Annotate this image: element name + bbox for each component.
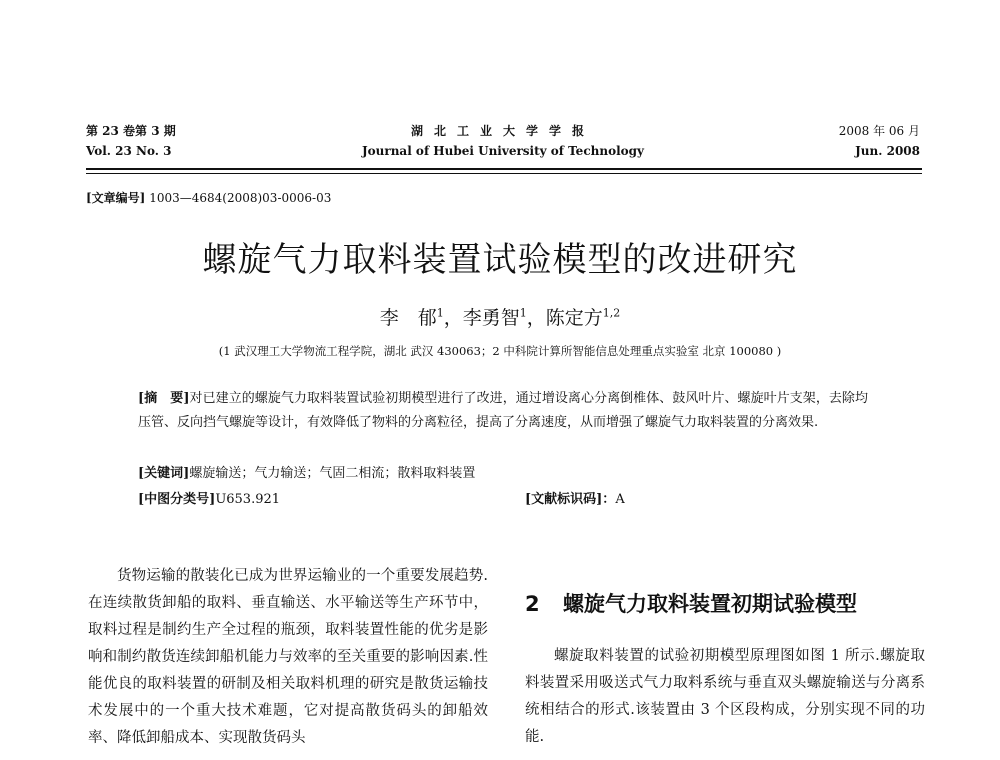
keywords-text: 螺旋输送；气力输送；气固二相流；散料取料装置 [189,466,476,481]
classification [138,488,868,507]
keywords [138,462,868,481]
classification-label: [中图分类号] [138,492,216,507]
journal-name-cn: 湖北工业大学学报 [410,124,595,138]
journal-name-en: Journal of Hubei University of Technology [361,144,645,158]
journal-header [86,122,920,170]
abstract-text: 对已建立的螺旋气力取料装置试验初期模型进行了改进，通过增设离心分离倒椎体、鼓风叶片、螺旋叶片支架，去除均压管、反向挡气螺旋等设计，有效降低了物料的分离粒径，提高了分离速度，从而增强了螺旋气力取料装置的分离效果. [138,391,868,430]
author-separator: ， [443,307,463,329]
affiliations: (1 武汉理工大学物流工程学院，湖北 武汉 430063；2 中科院计算所智能信息处理重点实验室 北京 100080 ) [218,344,782,358]
date-en: Jun. 2008 [855,144,920,158]
article-number [86,189,331,206]
header-rule-thick [86,168,922,170]
author-name: 陈定方 [545,307,603,329]
author-affil-mark: 1 [519,306,527,320]
issue-cn: 第 23 卷第 3 期 [86,124,176,138]
article-number-value: 1003—4684(2008)03-0006-03 [149,191,332,205]
intro-paragraph: 货物运输的散装化已成为世界运输业的一个重要发展趋势.在连续散货卸船的取料、垂直输送、水平输送等生产环节中，取料过程是制约生产全过程的瓶颈，取料装置性能的优劣是影响和制约散货连续卸船机能力与效率的至关重要的影响因素.性能优良的取料装置的研制及相关取料机理的研究是散货运输技术发展中的一个重大技术难题，它对提高散货码头的卸船效率、降低卸船成本、实现散货码头 [88,568,488,746]
document-code-label: [文献标识码]： [525,492,616,507]
author-name: 李 郁 [379,307,437,329]
abstract-label: [摘 要] [138,391,190,406]
document-code [525,488,625,507]
section-heading [525,588,857,618]
author-separator: ， [526,307,546,329]
document-code-value: A [615,492,625,507]
date-cn: 2008 年 06 月 [838,124,920,138]
classification-value: U653.921 [215,492,281,507]
section-title: 螺旋气力取料装置初期试验模型 [563,592,857,616]
section-paragraph: 螺旋取料装置的试验初期模型原理图如图 1 所示.螺旋取料装置采用吸送式气力取料系统与垂直双头螺旋输送与分离系统相结合的形式.该装置由 3 个区段构成，分别实现不同的功能. [525,648,925,745]
right-column [525,643,925,751]
author-affil-mark: 1,2 [602,306,621,320]
keywords-label: [关键词] [138,466,190,481]
author-affil-mark: 1 [436,306,444,320]
issue-en: Vol. 23 No. 3 [86,144,172,158]
section-number: 2 [525,592,540,616]
article-number-label: [文章编号] [86,191,146,205]
paper-title: 螺旋气力取料装置试验模型的改进研究 [202,240,798,280]
left-column [88,563,488,752]
author-name: 李勇智 [462,307,520,329]
header-rule-thin [86,173,922,174]
abstract [138,387,868,435]
author-list [0,303,1000,330]
